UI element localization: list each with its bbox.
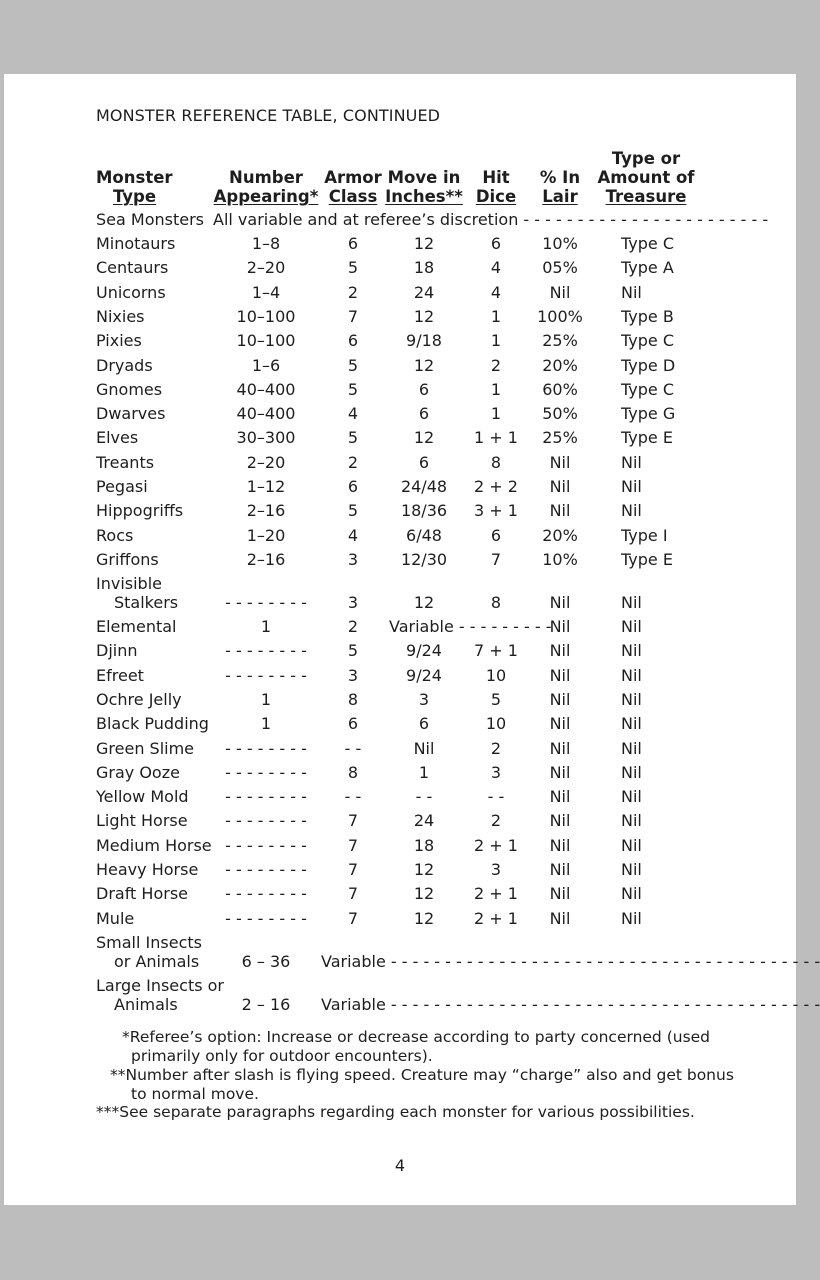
header-treasure: Type or Amount of Treasure: [597, 149, 695, 206]
cell-number-appearing: 10–100: [236, 331, 296, 351]
cell-lair: 100%: [537, 306, 583, 326]
cell-armor-class: 3: [347, 549, 359, 569]
cell-hit-dice: 6: [490, 234, 502, 253]
cell-treasure: Nil: [621, 665, 642, 685]
cell-lair: 20%: [542, 355, 578, 375]
cell-treasure: Nil: [621, 477, 642, 496]
header-move: Move in Inches**: [385, 168, 463, 206]
cell-treasure: Nil: [621, 908, 642, 928]
row-name: Rocs: [96, 525, 134, 545]
cell-treasure: Nil: [621, 811, 642, 831]
cell-number-appearing: 1–8: [251, 234, 281, 253]
row-name: Elemental: [96, 617, 177, 636]
cell-lair: Nil: [549, 689, 571, 709]
invisible-stalkers-hd: 8: [490, 593, 502, 612]
row-name: Dwarves: [96, 404, 166, 424]
small-insects-name: Small Insects or Animals: [96, 933, 202, 971]
cell-treasure: Type I: [621, 525, 668, 545]
cell-lair: Nil: [549, 641, 571, 661]
footnote-1-line-2: primarily only for outdoor encounters).: [131, 1047, 433, 1065]
cell-move: 9/24: [406, 665, 442, 685]
row-name: Griffons: [96, 549, 159, 569]
cell-move: 12/30: [400, 549, 448, 569]
cell-treasure: Nil: [621, 714, 642, 734]
cell-lair: Nil: [549, 501, 571, 521]
row-name: Djinn: [96, 641, 138, 661]
cell-armor-class: 5: [347, 641, 359, 661]
cell-move: 24: [413, 811, 435, 831]
cell-armor-class: 2: [347, 617, 359, 636]
cell-number-appearing: 1: [260, 617, 272, 636]
cell-armor-class: 8: [347, 762, 359, 782]
cell-armor-class: - -: [344, 787, 362, 807]
cell-move: 12: [413, 908, 435, 928]
cell-hit-dice: 1: [490, 331, 502, 351]
row-name: Gnomes: [96, 379, 163, 399]
cell-move: 6: [418, 452, 430, 472]
cell-hit-dice: 2 + 1: [474, 908, 518, 928]
cell-hit-dice: 2 + 1: [474, 884, 518, 904]
cell-hit-dice: 2: [490, 738, 502, 758]
cell-number-appearing: 1–20: [246, 525, 286, 545]
cell-move: 12: [413, 884, 435, 904]
invisible-stalkers-lair: Nil: [549, 593, 571, 612]
cell-lair: Nil: [549, 738, 571, 758]
cell-number-appearing: 2–20: [246, 452, 286, 472]
row-name: Black Pudding: [96, 714, 209, 734]
footnote-2-line-2: to normal move.: [131, 1085, 259, 1103]
cell-hit-dice: 7: [490, 549, 502, 569]
cell-armor-class: 7: [347, 860, 359, 879]
cell-move: 18: [413, 835, 435, 855]
cell-armor-class: 5: [347, 355, 359, 375]
cell-armor-class: 7: [347, 811, 359, 831]
large-insects-number: 2 – 16: [241, 995, 291, 1014]
header-number-appearing: Number Appearing*: [213, 168, 319, 206]
cell-number-appearing: 40–400: [236, 379, 296, 399]
footnote-2-line-1: **Number after slash is flying speed. Creature may “charge” also and get bonus: [110, 1066, 734, 1084]
small-insects-number: 6 – 36: [241, 952, 291, 971]
cell-armor-class: 7: [347, 908, 359, 928]
cell-move: 6/48: [406, 525, 442, 545]
page-title: MONSTER REFERENCE TABLE, CONTINUED: [96, 106, 441, 125]
sea-monsters-note: All variable and at referee’s discretion - - - - - - - - - - - - - - - - - - - - - - -: [213, 210, 769, 229]
cell-armor-class: 3: [347, 665, 359, 685]
cell-move: 24: [413, 282, 435, 302]
cell-armor-class: 5: [347, 428, 359, 448]
cell-armor-class: - -: [344, 738, 362, 758]
invisible-stalkers-move: 12: [413, 593, 435, 612]
cell-treasure: Type C: [621, 379, 675, 399]
cell-hit-dice: 3: [490, 762, 502, 782]
cell-number-appearing: - - - - - - - -: [225, 762, 307, 782]
row-name: Green Slime: [96, 738, 195, 758]
cell-number-appearing: 40–400: [236, 404, 296, 424]
cell-hit-dice: 1: [490, 306, 502, 326]
cell-hit-dice: 1 + 1: [474, 428, 518, 448]
cell-hit-dice: - -: [487, 787, 505, 807]
cell-number-appearing: - - - - - - - -: [225, 738, 307, 758]
cell-number-appearing: - - - - - - - -: [225, 860, 307, 879]
document-page: [4, 74, 820, 1205]
cell-treasure: Nil: [621, 617, 642, 636]
cell-lair: Nil: [549, 860, 571, 879]
row-name: Gray Ooze: [96, 762, 180, 782]
header-lair: % In Lair: [539, 168, 581, 206]
row-name: Pegasi: [96, 477, 148, 496]
row-name: Yellow Mold: [96, 787, 189, 807]
cell-treasure: Nil: [621, 860, 642, 879]
cell-lair: 05%: [542, 258, 578, 278]
cell-armor-class: 6: [347, 234, 359, 253]
cell-lair: Nil: [549, 762, 571, 782]
cell-lair: Nil: [549, 714, 571, 734]
row-name: Elves: [96, 428, 139, 448]
cell-treasure: Nil: [621, 282, 642, 302]
cell-hit-dice: 2 + 1: [474, 835, 518, 855]
cell-move: 18/36: [400, 501, 448, 521]
cell-move: 12: [413, 234, 435, 253]
cell-armor-class: 2: [347, 282, 359, 302]
cell-treasure: Type C: [621, 331, 675, 351]
cell-move: 12: [413, 306, 435, 326]
cell-treasure: Type E: [621, 549, 673, 569]
footnote-1-line-1: *Referee’s option: Increase or decrease according to party concerned (used: [122, 1028, 711, 1046]
monster-reference-table: [4, 74, 820, 1205]
cell-hit-dice: 6: [490, 525, 502, 545]
cell-lair: Nil: [549, 884, 571, 904]
row-name: Efreet: [96, 665, 144, 685]
cell-move: 12: [413, 355, 435, 375]
cell-lair: Nil: [549, 617, 571, 636]
cell-number-appearing: - - - - - - - -: [225, 665, 307, 685]
cell-lair: Nil: [549, 452, 571, 472]
invisible-stalkers-treasure: Nil: [621, 593, 642, 612]
row-name: Light Horse: [96, 811, 188, 831]
sea-monsters-name: Sea Monsters: [96, 210, 204, 229]
cell-treasure: Type G: [621, 404, 676, 424]
row-name: Draft Horse: [96, 884, 188, 904]
row-name: Heavy Horse: [96, 860, 199, 879]
cell-move: - -: [415, 787, 433, 807]
cell-hit-dice: 2 + 2: [474, 477, 518, 496]
cell-number-appearing: - - - - - - - -: [225, 641, 307, 661]
cell-move: 9/24: [406, 641, 442, 661]
cell-number-appearing: 30–300: [236, 428, 296, 448]
cell-number-appearing: 10–100: [236, 306, 296, 326]
cell-number-appearing: 1: [260, 714, 272, 734]
cell-armor-class: 7: [347, 835, 359, 855]
cell-treasure: Nil: [621, 787, 642, 807]
cell-number-appearing: 1–6: [251, 355, 281, 375]
cell-treasure: Nil: [621, 501, 642, 521]
cell-treasure: Nil: [621, 452, 642, 472]
cell-treasure: Type B: [621, 306, 674, 326]
cell-armor-class: 6: [347, 331, 359, 351]
cell-number-appearing: 1–4: [251, 282, 281, 302]
cell-hit-dice: 1: [490, 379, 502, 399]
cell-lair: Nil: [549, 908, 571, 928]
invisible-stalkers-name: Invisible Stalkers: [96, 574, 179, 612]
header-armor-class: Armor Class: [324, 168, 382, 206]
row-name: Centaurs: [96, 258, 169, 278]
cell-move: 6: [418, 379, 430, 399]
invisible-stalkers-ac: 3: [347, 593, 359, 612]
cell-armor-class: 6: [347, 477, 359, 496]
cell-move: 24/48: [400, 477, 448, 496]
cell-lair: 10%: [542, 234, 578, 253]
cell-armor-class: 8: [347, 689, 359, 709]
cell-number-appearing: 1: [260, 689, 272, 709]
cell-treasure: Nil: [621, 689, 642, 709]
row-name: Pixies: [96, 331, 142, 351]
cell-armor-class: 6: [347, 714, 359, 734]
row-name: Mule: [96, 908, 135, 928]
cell-lair: 25%: [542, 331, 578, 351]
cell-armor-class: 2: [347, 452, 359, 472]
cell-move: Variable - - - - - - - - -: [389, 617, 552, 636]
row-name: Dryads: [96, 355, 153, 375]
row-name: Minotaurs: [96, 234, 176, 253]
cell-lair: Nil: [549, 665, 571, 685]
cell-armor-class: 5: [347, 501, 359, 521]
row-name: Nixies: [96, 306, 145, 326]
cell-move: 12: [413, 428, 435, 448]
cell-number-appearing: 2–16: [246, 501, 286, 521]
cell-move: 1: [418, 762, 430, 782]
cell-lair: Nil: [549, 811, 571, 831]
cell-treasure: Type E: [621, 428, 673, 448]
row-name: Hippogriffs: [96, 501, 184, 521]
cell-number-appearing: - - - - - - - -: [225, 835, 307, 855]
cell-lair: Nil: [549, 835, 571, 855]
cell-armor-class: 5: [347, 258, 359, 278]
cell-hit-dice: 3 + 1: [474, 501, 518, 521]
cell-treasure: Type A: [621, 258, 674, 278]
cell-armor-class: 7: [347, 884, 359, 904]
cell-number-appearing: - - - - - - - -: [225, 908, 307, 928]
cell-move: 9/18: [406, 331, 442, 351]
cell-hit-dice: 3: [490, 860, 502, 879]
cell-lair: 60%: [542, 379, 578, 399]
cell-armor-class: 4: [347, 404, 359, 424]
cell-hit-dice: 2: [490, 355, 502, 375]
cell-number-appearing: - - - - - - - -: [225, 787, 307, 807]
cell-hit-dice: 10: [485, 714, 507, 734]
cell-number-appearing: - - - - - - - -: [225, 884, 307, 904]
cell-move: 3: [418, 689, 430, 709]
cell-treasure: Nil: [621, 641, 642, 661]
cell-hit-dice: 7 + 1: [474, 641, 518, 661]
header-hit-dice: Hit Dice: [475, 168, 517, 206]
cell-lair: Nil: [549, 477, 571, 496]
cell-lair: 20%: [542, 525, 578, 545]
header-monster-type: Monster Type: [96, 168, 173, 206]
row-name: Ochre Jelly: [96, 689, 182, 709]
cell-treasure: Nil: [621, 835, 642, 855]
large-insects-name: Large Insects or Animals: [96, 976, 224, 1014]
cell-armor-class: 5: [347, 379, 359, 399]
cell-treasure: Type D: [621, 355, 676, 375]
cell-number-appearing: 2–16: [246, 549, 286, 569]
cell-lair: Nil: [549, 787, 571, 807]
cell-number-appearing: 2–20: [246, 258, 286, 278]
large-insects-move: Variable - - - - - - - - - - - - - - - - - - - - - - - - - - - - - - - - - - - - - - - -: [321, 995, 820, 1014]
cell-number-appearing: - - - - - - - -: [225, 811, 307, 831]
row-name: Unicorns: [96, 282, 166, 302]
cell-number-appearing: 1–12: [246, 477, 286, 496]
footnote-3: ***See separate paragraphs regarding each monster for various possibilities.: [96, 1103, 695, 1121]
cell-hit-dice: 5: [490, 689, 502, 709]
cell-hit-dice: 10: [485, 665, 507, 685]
page-number: 4: [394, 1156, 406, 1175]
small-insects-move: Variable - - - - - - - - - - - - - - - - - - - - - - - - - - - - - - - - - - - - - - - -: [321, 952, 820, 971]
cell-hit-dice: 4: [490, 258, 502, 278]
cell-lair: 50%: [542, 404, 578, 424]
cell-hit-dice: 2: [490, 811, 502, 831]
cell-move: 6: [418, 714, 430, 734]
cell-lair: 10%: [542, 549, 578, 569]
cell-lair: Nil: [549, 282, 571, 302]
cell-treasure: Nil: [621, 884, 642, 904]
cell-armor-class: 4: [347, 525, 359, 545]
cell-hit-dice: 4: [490, 282, 502, 302]
cell-treasure: Type C: [621, 234, 675, 253]
cell-lair: 25%: [542, 428, 578, 448]
cell-armor-class: 7: [347, 306, 359, 326]
cell-move: 12: [413, 860, 435, 879]
cell-treasure: Nil: [621, 738, 642, 758]
cell-treasure: Nil: [621, 762, 642, 782]
cell-move: 18: [413, 258, 435, 278]
invisible-stalkers-number: - - - - - - - -: [225, 593, 307, 612]
row-name: Treants: [96, 452, 155, 472]
cell-hit-dice: 1: [490, 404, 502, 424]
cell-move: Nil: [413, 738, 435, 758]
row-name: Medium Horse: [96, 835, 212, 855]
cell-move: 6: [418, 404, 430, 424]
cell-hit-dice: 8: [490, 452, 502, 472]
